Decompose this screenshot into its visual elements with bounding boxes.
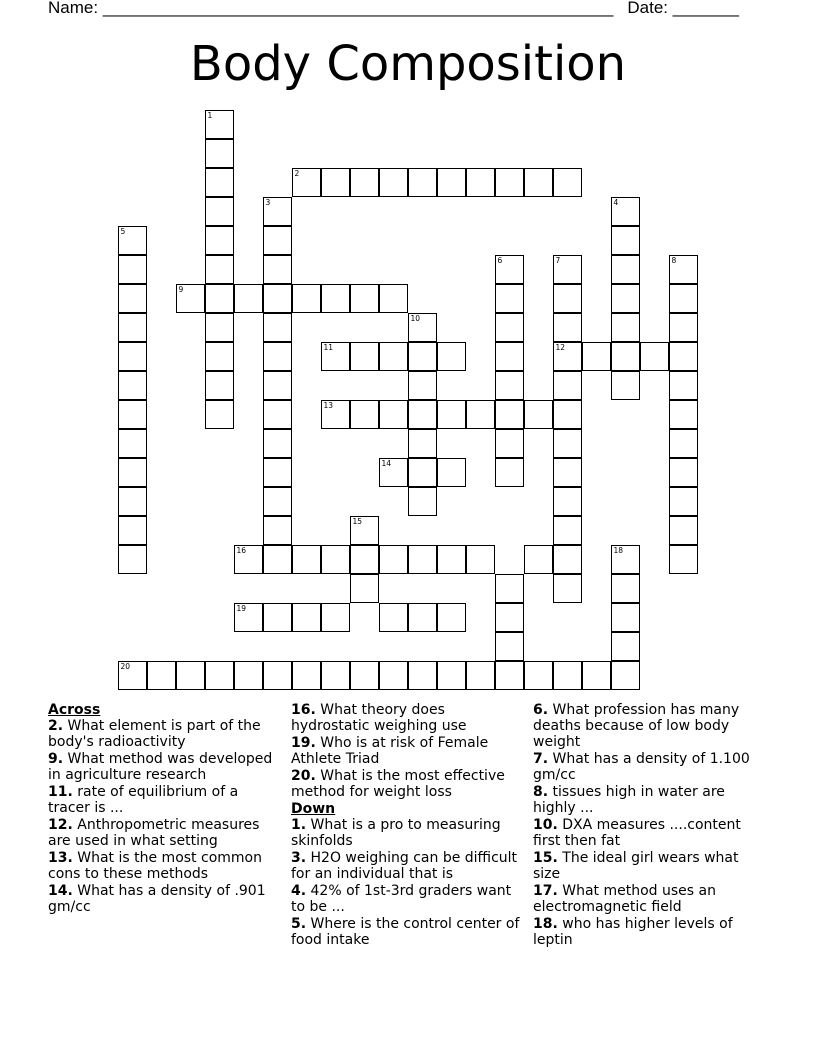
grid-cell[interactable] [495, 632, 524, 661]
grid-cell[interactable] [669, 284, 698, 313]
grid-cell[interactable] [292, 603, 321, 632]
grid-cell[interactable] [205, 255, 234, 284]
grid-cell[interactable] [263, 400, 292, 429]
grid-cell[interactable] [379, 545, 408, 574]
grid-cell[interactable] [437, 545, 466, 574]
clue-number: 4 [613, 197, 619, 207]
clue-number: 16 [236, 545, 247, 555]
grid-cell[interactable] [292, 545, 321, 574]
grid-cell[interactable] [524, 400, 553, 429]
clue-number-label: 8. [533, 784, 549, 801]
grid-cell[interactable] [118, 400, 147, 429]
grid-cell[interactable] [437, 458, 466, 487]
grid-cell[interactable] [118, 516, 147, 545]
clue [48, 751, 284, 783]
clue-number-label: 5. [291, 915, 307, 932]
clue-number-label: 12. [48, 816, 73, 833]
clue-text: What profession has many deaths because of low body weight [533, 702, 740, 751]
grid-cell[interactable] [524, 168, 553, 197]
grid-cell[interactable] [263, 342, 292, 371]
clue [533, 817, 769, 849]
clue-text: who has higher levels of leptin [533, 915, 733, 948]
grid-cell[interactable] [669, 342, 698, 371]
clue-number: 1 [207, 110, 213, 120]
grid-cell[interactable] [321, 168, 350, 197]
clue-text: What has a density of .901 gm/cc [48, 882, 266, 915]
clue [291, 883, 527, 915]
grid-cell[interactable] [379, 603, 408, 632]
grid-cell[interactable] [553, 516, 582, 545]
grid-cell[interactable] [350, 284, 379, 313]
clue [533, 702, 769, 751]
grid-cell[interactable] [495, 661, 524, 690]
clue [48, 718, 284, 750]
grid-cell[interactable] [408, 400, 437, 429]
grid-cell[interactable] [408, 313, 437, 342]
clue [291, 916, 527, 948]
grid-cell[interactable] [263, 226, 292, 255]
grid-cell[interactable] [611, 574, 640, 603]
grid-cell[interactable] [234, 603, 263, 632]
clue [48, 883, 284, 915]
grid-cell[interactable] [205, 313, 234, 342]
grid-cell[interactable] [553, 458, 582, 487]
clue-number-label: 1. [291, 816, 307, 833]
grid-cell[interactable] [205, 342, 234, 371]
grid-cell[interactable] [205, 197, 234, 226]
grid-cell[interactable] [292, 168, 321, 197]
grid-cell[interactable] [292, 661, 321, 690]
grid-cell[interactable] [234, 284, 263, 313]
grid-cell[interactable] [611, 371, 640, 400]
grid-cell[interactable] [669, 487, 698, 516]
clue [48, 817, 284, 849]
grid-cell[interactable] [553, 168, 582, 197]
clue-text: H2O weighing can be difficult for an individual that is [291, 849, 518, 883]
date-blank[interactable]: _______ [672, 0, 739, 17]
grid-cell[interactable] [118, 371, 147, 400]
clue-number-label: 17. [533, 882, 558, 899]
grid-cell[interactable] [350, 168, 379, 197]
grid-cell[interactable] [466, 545, 495, 574]
grid-cell[interactable] [118, 429, 147, 458]
grid-cell[interactable] [495, 458, 524, 487]
clue-number: 20 [120, 661, 131, 671]
grid-cell[interactable] [495, 371, 524, 400]
grid-cell[interactable] [379, 458, 408, 487]
grid-cell[interactable] [263, 429, 292, 458]
clue-text: Anthropometric measures are used in what setting [48, 816, 260, 850]
grid-cell[interactable] [553, 342, 582, 371]
clue-text: Where is the control center of food intake [291, 915, 520, 948]
grid-cell[interactable] [408, 487, 437, 516]
clue-number: 15 [352, 516, 363, 526]
grid-cell[interactable] [118, 661, 147, 690]
clue-number: 10 [410, 313, 421, 323]
grid-cell[interactable] [408, 603, 437, 632]
clue-text: What is a pro to measuring skinfolds [291, 816, 501, 850]
grid-cell[interactable] [321, 342, 350, 371]
clues-column-3 [533, 702, 769, 949]
grid-cell[interactable] [408, 661, 437, 690]
clue-number: 6 [497, 255, 503, 265]
grid-cell[interactable] [611, 197, 640, 226]
across-heading: Across [48, 702, 101, 718]
grid-cell[interactable] [437, 400, 466, 429]
grid-cell[interactable] [350, 342, 379, 371]
clue-number: 8 [671, 255, 677, 265]
grid-cell[interactable] [669, 429, 698, 458]
grid-cell[interactable] [350, 516, 379, 545]
clue-number-label: 19. [291, 734, 316, 751]
grid-cell[interactable] [321, 603, 350, 632]
grid-cell[interactable] [205, 139, 234, 168]
clue [533, 916, 769, 948]
clue-text: Who is at risk of Female Athlete Triad [291, 734, 489, 768]
clue [291, 850, 527, 882]
clue-number-label: 13. [48, 849, 73, 866]
grid-cell[interactable] [408, 458, 437, 487]
grid-cell[interactable] [118, 545, 147, 574]
grid-cell[interactable] [466, 168, 495, 197]
grid-cell[interactable] [379, 400, 408, 429]
clue [291, 768, 527, 800]
grid-cell[interactable] [350, 400, 379, 429]
clues-column-2 [291, 702, 527, 949]
grid-cell[interactable] [205, 400, 234, 429]
grid-cell[interactable] [263, 487, 292, 516]
clue-number-label: 7. [533, 751, 549, 768]
grid-cell[interactable] [321, 661, 350, 690]
grid-cell[interactable] [553, 487, 582, 516]
grid-cell[interactable] [321, 284, 350, 313]
clue [533, 784, 769, 816]
grid-cell[interactable] [408, 429, 437, 458]
clue [48, 784, 284, 816]
grid-cell[interactable] [611, 284, 640, 313]
grid-cell[interactable] [263, 458, 292, 487]
grid-cell[interactable] [408, 371, 437, 400]
grid-cell[interactable] [524, 545, 553, 574]
grid-cell[interactable] [582, 342, 611, 371]
grid-cell[interactable] [234, 545, 263, 574]
clue [291, 702, 527, 734]
grid-cell[interactable] [611, 226, 640, 255]
grid-cell[interactable] [582, 661, 611, 690]
grid-cell[interactable] [437, 603, 466, 632]
grid-cell[interactable] [205, 284, 234, 313]
clue-number-label: 6. [533, 702, 549, 718]
grid-cell[interactable] [263, 197, 292, 226]
clue-number: 19 [236, 603, 247, 613]
clue-text: What is the most common cons to these methods [48, 849, 262, 883]
clue [533, 850, 769, 882]
grid-cell[interactable] [263, 255, 292, 284]
grid-cell[interactable] [437, 661, 466, 690]
grid-cell[interactable] [263, 313, 292, 342]
date-label: Date: [627, 0, 669, 17]
clue-number: 18 [613, 545, 624, 555]
clue-number: 7 [555, 255, 561, 265]
grid-cell[interactable] [611, 632, 640, 661]
grid-cell[interactable] [234, 661, 263, 690]
grid-cell[interactable] [292, 284, 321, 313]
clue-number: 5 [120, 226, 126, 236]
grid-cell[interactable] [263, 371, 292, 400]
clue-number-label: 18. [533, 915, 558, 932]
grid-cell[interactable] [669, 400, 698, 429]
clue-text: The ideal girl wears what size [533, 849, 739, 883]
grid-cell[interactable] [263, 545, 292, 574]
grid-cell[interactable] [118, 458, 147, 487]
clue-number-label: 14. [48, 882, 73, 899]
grid-cell[interactable] [495, 429, 524, 458]
grid-cell[interactable] [118, 313, 147, 342]
grid-cell[interactable] [379, 661, 408, 690]
grid-cell[interactable] [640, 342, 669, 371]
grid-cell[interactable] [553, 400, 582, 429]
grid-cell[interactable] [611, 545, 640, 574]
grid-cell[interactable] [263, 284, 292, 313]
grid-cell[interactable] [205, 110, 234, 139]
grid-cell[interactable] [524, 661, 553, 690]
clue-text: DXA measures ....content first then fat [533, 816, 741, 850]
clue-text: What has a density of 1.100 gm/cc [533, 751, 750, 784]
clue-number-label: 10. [533, 816, 558, 833]
grid-cell[interactable] [350, 545, 379, 574]
grid-cell[interactable] [669, 458, 698, 487]
grid-cell[interactable] [263, 661, 292, 690]
name-blank[interactable]: ______________________________________________________ [102, 0, 614, 17]
grid-cell[interactable] [669, 371, 698, 400]
grid-cell[interactable] [205, 168, 234, 197]
clue-number-label: 20. [291, 767, 316, 784]
grid-cell[interactable] [263, 603, 292, 632]
clue-number-label: 11. [48, 784, 73, 801]
grid-cell[interactable] [466, 400, 495, 429]
clue-number-label: 2. [48, 718, 64, 735]
clue-text: What method was developed in agriculture research [48, 751, 273, 784]
clue-number: 14 [381, 458, 392, 468]
clue-number: 3 [265, 197, 271, 207]
grid-cell[interactable] [379, 284, 408, 313]
clue-number: 11 [323, 342, 334, 352]
grid-cell[interactable] [611, 313, 640, 342]
grid-cell[interactable] [553, 313, 582, 342]
grid-cell[interactable] [466, 661, 495, 690]
clue-text: rate of equilibrium of a tracer is ... [48, 784, 239, 817]
grid-cell[interactable] [408, 342, 437, 371]
grid-cell[interactable] [553, 255, 582, 284]
clue-text: What theory does hydrostatic weighing use [291, 702, 467, 735]
grid-cell[interactable] [263, 516, 292, 545]
grid-cell[interactable] [495, 342, 524, 371]
clue [291, 735, 527, 767]
clue-text: 42% of 1st-3rd graders want to be ... [291, 882, 512, 915]
clue-number-label: 15. [533, 849, 558, 866]
grid-cell[interactable] [553, 545, 582, 574]
clue-text: What is the most effective method for weight loss [291, 767, 505, 801]
grid-cell[interactable] [321, 545, 350, 574]
grid-cell[interactable] [611, 342, 640, 371]
grid-cell[interactable] [350, 661, 379, 690]
clues-column-1 [48, 702, 284, 916]
grid-cell[interactable] [669, 255, 698, 284]
clue-number: 13 [323, 400, 334, 410]
grid-cell[interactable] [669, 545, 698, 574]
grid-cell[interactable] [611, 603, 640, 632]
grid-cell[interactable] [611, 661, 640, 690]
grid-cell[interactable] [669, 516, 698, 545]
clue-number-label: 16. [291, 702, 316, 718]
page-title: Body Composition [189, 36, 627, 92]
clue-number-label: 9. [48, 751, 64, 768]
grid-cell[interactable] [118, 342, 147, 371]
grid-cell[interactable] [118, 226, 147, 255]
clue-number-label: 3. [291, 849, 307, 866]
grid-cell[interactable] [495, 168, 524, 197]
grid-cell[interactable] [408, 545, 437, 574]
grid-cell[interactable] [408, 168, 437, 197]
grid-cell[interactable] [553, 661, 582, 690]
grid-cell[interactable] [611, 255, 640, 284]
name-label: Name: [48, 0, 99, 17]
grid-cell[interactable] [205, 226, 234, 255]
clue-number: 9 [178, 284, 184, 294]
grid-cell[interactable] [437, 168, 466, 197]
grid-cell[interactable] [553, 574, 582, 603]
clue [291, 817, 527, 849]
clue [533, 883, 769, 915]
down-heading: Down [291, 800, 336, 817]
clue [48, 850, 284, 882]
grid-cell[interactable] [379, 168, 408, 197]
grid-cell[interactable] [495, 574, 524, 603]
grid-cell[interactable] [118, 284, 147, 313]
grid-cell[interactable] [495, 284, 524, 313]
clue [533, 751, 769, 783]
clue-number: 12 [555, 342, 566, 352]
grid-cell[interactable] [495, 603, 524, 632]
clue-number-label: 4. [291, 882, 307, 899]
grid-cell[interactable] [176, 661, 205, 690]
grid-cell[interactable] [147, 661, 176, 690]
grid-cell[interactable] [553, 284, 582, 313]
grid-cell[interactable] [205, 661, 234, 690]
grid-cell[interactable] [495, 400, 524, 429]
grid-cell[interactable] [205, 371, 234, 400]
clue-text: tissues high in water are highly ... [533, 784, 725, 817]
clue-number: 2 [294, 168, 300, 178]
clue-text: What element is part of the body's radioactivity [48, 718, 261, 751]
grid-cell[interactable] [495, 313, 524, 342]
grid-cell[interactable] [321, 400, 350, 429]
grid-cell[interactable] [176, 284, 205, 313]
grid-cell[interactable] [350, 574, 379, 603]
grid-cell[interactable] [553, 371, 582, 400]
grid-cell[interactable] [118, 487, 147, 516]
grid-cell[interactable] [118, 255, 147, 284]
grid-cell[interactable] [437, 342, 466, 371]
grid-cell[interactable] [379, 342, 408, 371]
grid-cell[interactable] [669, 313, 698, 342]
clue-text: What method uses an electromagnetic field [533, 882, 716, 915]
grid-cell[interactable] [553, 429, 582, 458]
grid-cell[interactable] [495, 255, 524, 284]
